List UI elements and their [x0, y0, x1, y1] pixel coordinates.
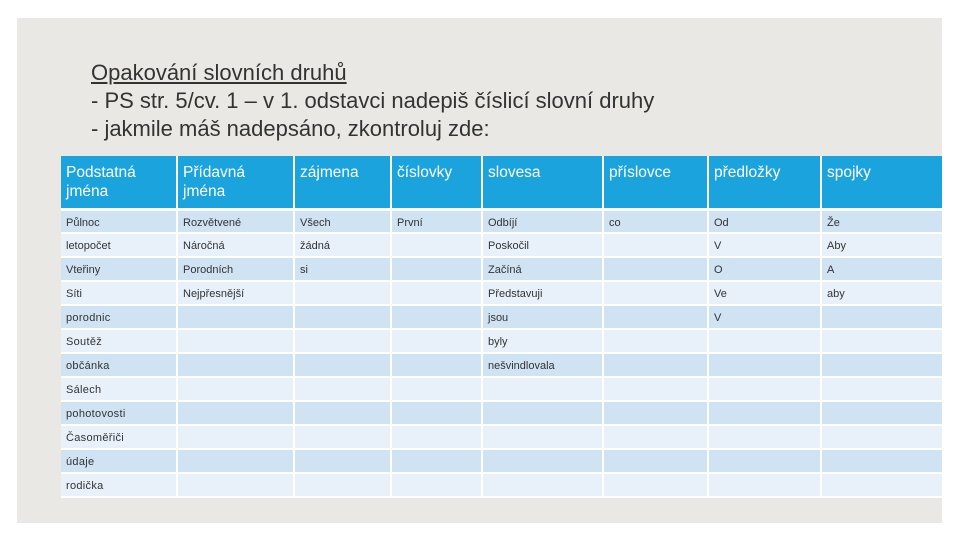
- cell-prislovce: [603, 473, 708, 497]
- cell-slovesa: [482, 449, 603, 473]
- cell-podstatna-jmena: občánka: [61, 353, 177, 377]
- cell-podstatna-jmena: porodnic: [61, 305, 177, 329]
- cell-pridavna-jmena: [177, 401, 294, 425]
- cell-slovesa: [482, 401, 603, 425]
- slide-title: Opakování slovních druhů: [91, 60, 347, 85]
- cell-pridavna-jmena: [177, 425, 294, 449]
- cell-podstatna-jmena: Časoměřiči: [61, 425, 177, 449]
- cell-cislovky: [391, 401, 482, 425]
- cell-zajmena: Všech: [294, 209, 391, 233]
- cell-slovesa: jsou: [482, 305, 603, 329]
- cell-spojky: Aby: [821, 233, 943, 257]
- cell-prislovce: [603, 329, 708, 353]
- header-podstatna-jmena: Podstatná jména: [61, 156, 177, 209]
- cell-prislovce: [603, 425, 708, 449]
- cell-slovesa: Představuji: [482, 281, 603, 305]
- cell-cislovky: [391, 425, 482, 449]
- cell-cislovky: První: [391, 209, 482, 233]
- cell-prislovce: [603, 305, 708, 329]
- cell-pridavna-jmena: [177, 473, 294, 497]
- cell-pridavna-jmena: Nejpřesnější: [177, 281, 294, 305]
- cell-cislovky: [391, 305, 482, 329]
- cell-podstatna-jmena: Vteřiny: [61, 257, 177, 281]
- cell-predlozky: [708, 449, 821, 473]
- cell-cislovky: [391, 281, 482, 305]
- cell-podstatna-jmena: Soutěž: [61, 329, 177, 353]
- cell-spojky: [821, 305, 943, 329]
- cell-podstatna-jmena: pohotovosti: [61, 401, 177, 425]
- table-header-row: [61, 156, 943, 209]
- cell-predlozky: [708, 401, 821, 425]
- cell-pridavna-jmena: [177, 377, 294, 401]
- cell-prislovce: [603, 281, 708, 305]
- table-row: [61, 209, 943, 233]
- cell-zajmena: [294, 377, 391, 401]
- header-prislovce: příslovce: [603, 156, 708, 209]
- cell-slovesa: [482, 473, 603, 497]
- cell-podstatna-jmena: rodička: [61, 473, 177, 497]
- cell-predlozky: Ve: [708, 281, 821, 305]
- cell-pridavna-jmena: Náročná: [177, 233, 294, 257]
- cell-zajmena: [294, 281, 391, 305]
- cell-spojky: [821, 353, 943, 377]
- cell-cislovky: [391, 377, 482, 401]
- cell-zajmena: [294, 353, 391, 377]
- cell-pridavna-jmena: Porodních: [177, 257, 294, 281]
- cell-slovesa: [482, 377, 603, 401]
- header-zajmena: zájmena: [294, 156, 391, 209]
- cell-prislovce: [603, 353, 708, 377]
- table-row: [61, 425, 943, 449]
- cell-spojky: Že: [821, 209, 943, 233]
- cell-spojky: [821, 449, 943, 473]
- cell-cislovky: [391, 449, 482, 473]
- word-class-table: [61, 156, 944, 498]
- slide-heading: [91, 59, 891, 143]
- cell-zajmena: [294, 329, 391, 353]
- cell-slovesa: Začíná: [482, 257, 603, 281]
- cell-prislovce: [603, 257, 708, 281]
- table-row: [61, 473, 943, 497]
- cell-spojky: [821, 425, 943, 449]
- cell-zajmena: [294, 449, 391, 473]
- header-cislovky: číslovky: [391, 156, 482, 209]
- cell-spojky: [821, 401, 943, 425]
- table-row: [61, 257, 943, 281]
- cell-predlozky: Od: [708, 209, 821, 233]
- cell-predlozky: O: [708, 257, 821, 281]
- cell-predlozky: [708, 353, 821, 377]
- table-row: [61, 449, 943, 473]
- cell-podstatna-jmena: letopočet: [61, 233, 177, 257]
- cell-zajmena: [294, 401, 391, 425]
- cell-cislovky: [391, 353, 482, 377]
- cell-predlozky: [708, 329, 821, 353]
- cell-spojky: [821, 473, 943, 497]
- cell-zajmena: [294, 425, 391, 449]
- instruction-line-2: - jakmile máš nadepsáno, zkontroluj zde:: [91, 116, 490, 141]
- cell-predlozky: V: [708, 305, 821, 329]
- cell-zajmena: [294, 473, 391, 497]
- cell-zajmena: [294, 305, 391, 329]
- table-row: [61, 281, 943, 305]
- cell-cislovky: [391, 329, 482, 353]
- cell-cislovky: [391, 233, 482, 257]
- cell-predlozky: [708, 377, 821, 401]
- cell-podstatna-jmena: Půlnoc: [61, 209, 177, 233]
- cell-podstatna-jmena: údaje: [61, 449, 177, 473]
- cell-pridavna-jmena: [177, 353, 294, 377]
- cell-spojky: [821, 329, 943, 353]
- cell-podstatna-jmena: Síti: [61, 281, 177, 305]
- table-row: [61, 329, 943, 353]
- table-row: [61, 401, 943, 425]
- cell-zajmena: žádná: [294, 233, 391, 257]
- cell-cislovky: [391, 473, 482, 497]
- cell-predlozky: [708, 425, 821, 449]
- table-row: [61, 377, 943, 401]
- cell-slovesa: nešvindlovala: [482, 353, 603, 377]
- cell-cislovky: [391, 257, 482, 281]
- cell-predlozky: V: [708, 233, 821, 257]
- cell-spojky: A: [821, 257, 943, 281]
- cell-slovesa: byly: [482, 329, 603, 353]
- cell-prislovce: [603, 377, 708, 401]
- cell-predlozky: [708, 473, 821, 497]
- cell-prislovce: co: [603, 209, 708, 233]
- cell-slovesa: Poskočil: [482, 233, 603, 257]
- header-spojky: spojky: [821, 156, 943, 209]
- cell-slovesa: [482, 425, 603, 449]
- cell-pridavna-jmena: [177, 305, 294, 329]
- cell-prislovce: [603, 449, 708, 473]
- cell-prislovce: [603, 401, 708, 425]
- instruction-line-1: - PS str. 5/cv. 1 – v 1. odstavci nadepiš číslicí slovní druhy: [91, 88, 655, 113]
- cell-podstatna-jmena: Sálech: [61, 377, 177, 401]
- cell-spojky: aby: [821, 281, 943, 305]
- table-row: [61, 233, 943, 257]
- cell-pridavna-jmena: [177, 329, 294, 353]
- table-row: [61, 305, 943, 329]
- table-row: [61, 353, 943, 377]
- cell-spojky: [821, 377, 943, 401]
- cell-pridavna-jmena: [177, 449, 294, 473]
- cell-prislovce: [603, 233, 708, 257]
- header-pridavna-jmena: Přídavná jména: [177, 156, 294, 209]
- header-predlozky: předložky: [708, 156, 821, 209]
- cell-slovesa: Odbíjí: [482, 209, 603, 233]
- cell-pridavna-jmena: Rozvětvené: [177, 209, 294, 233]
- cell-zajmena: si: [294, 257, 391, 281]
- header-slovesa: slovesa: [482, 156, 603, 209]
